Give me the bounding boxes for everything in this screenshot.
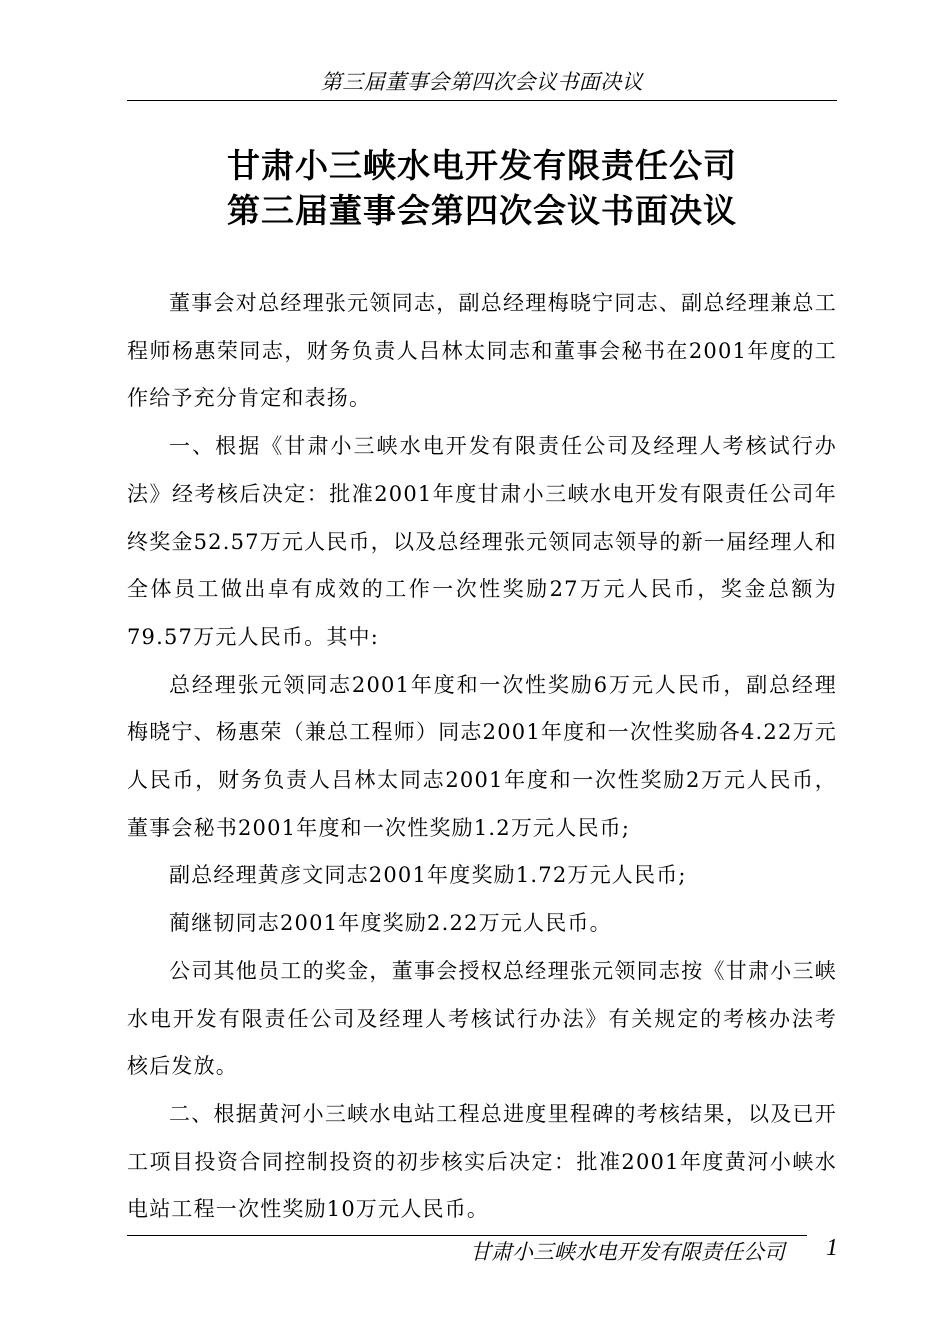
header-rule bbox=[127, 100, 837, 101]
paragraph: 副总经理黄彦文同志2001年度奖励1.72万元人民币; bbox=[169, 863, 687, 888]
footer-rule bbox=[127, 1235, 807, 1236]
paragraph: 二、根据黄河小三峡水电站工程总进度里程碑的考核结果，以及已开工项目投资合同控制投资的初步核实后决定：批准2001年度黄河小峡水电站工程一次性奖励10万元人民币。 bbox=[127, 1101, 837, 1222]
paragraph: 公司其他员工的奖金，董事会授权总经理张元领同志按《甘肃小三峡水电开发有限责任公司及经理人考核试行办法》有关规定的考核办法考核后发放。 bbox=[127, 958, 837, 1079]
document-title-line-1: 甘肃小三峡水电开发有限责任公司 bbox=[227, 146, 737, 185]
paragraph: 蔺继韧同志2001年度奖励2.22万元人民币。 bbox=[169, 911, 612, 936]
document-body bbox=[127, 280, 837, 1234]
document-title-line-2: 第三届董事会第四次会议书面决议 bbox=[227, 191, 737, 230]
paragraph: 一、根据《甘肃小三峡水电开发有限责任公司及经理人考核试行办法》经考核后决定：批准2001年度甘肃小三峡水电开发有限责任公司年终奖金52.57万元人民币，以及总经理张元领同志领导的新一届经理人和全体员工做出卓有成效的工作一次性奖励27万元人民币，奖金总额为79.57万元人民币。其中: bbox=[127, 434, 837, 649]
running-header: 第三届董事会第四次会议书面决议 bbox=[320, 70, 644, 94]
page-number: 1 bbox=[826, 1235, 838, 1261]
paragraph: 总经理张元领同志2001年度和一次性奖励6万元人民币，副总经理梅晓宁、杨惠荣（兼总工程师）同志2001年度和一次性奖励各4.22万元人民币，财务负责人吕林太同志2001年度和一次性奖励2万元人民币，董事会秘书2001年度和一次性奖励1.2万元人民币; bbox=[127, 672, 837, 840]
footer-company: 甘肃小三峡水电开发有限责任公司 bbox=[470, 1240, 785, 1264]
paragraph: 董事会对总经理张元领同志，副总经理梅晓宁同志、副总经理兼总工程师杨惠荣同志，财务负责人吕林太同志和董事会秘书在2001年度的工作给予充分肯定和表扬。 bbox=[127, 291, 837, 411]
